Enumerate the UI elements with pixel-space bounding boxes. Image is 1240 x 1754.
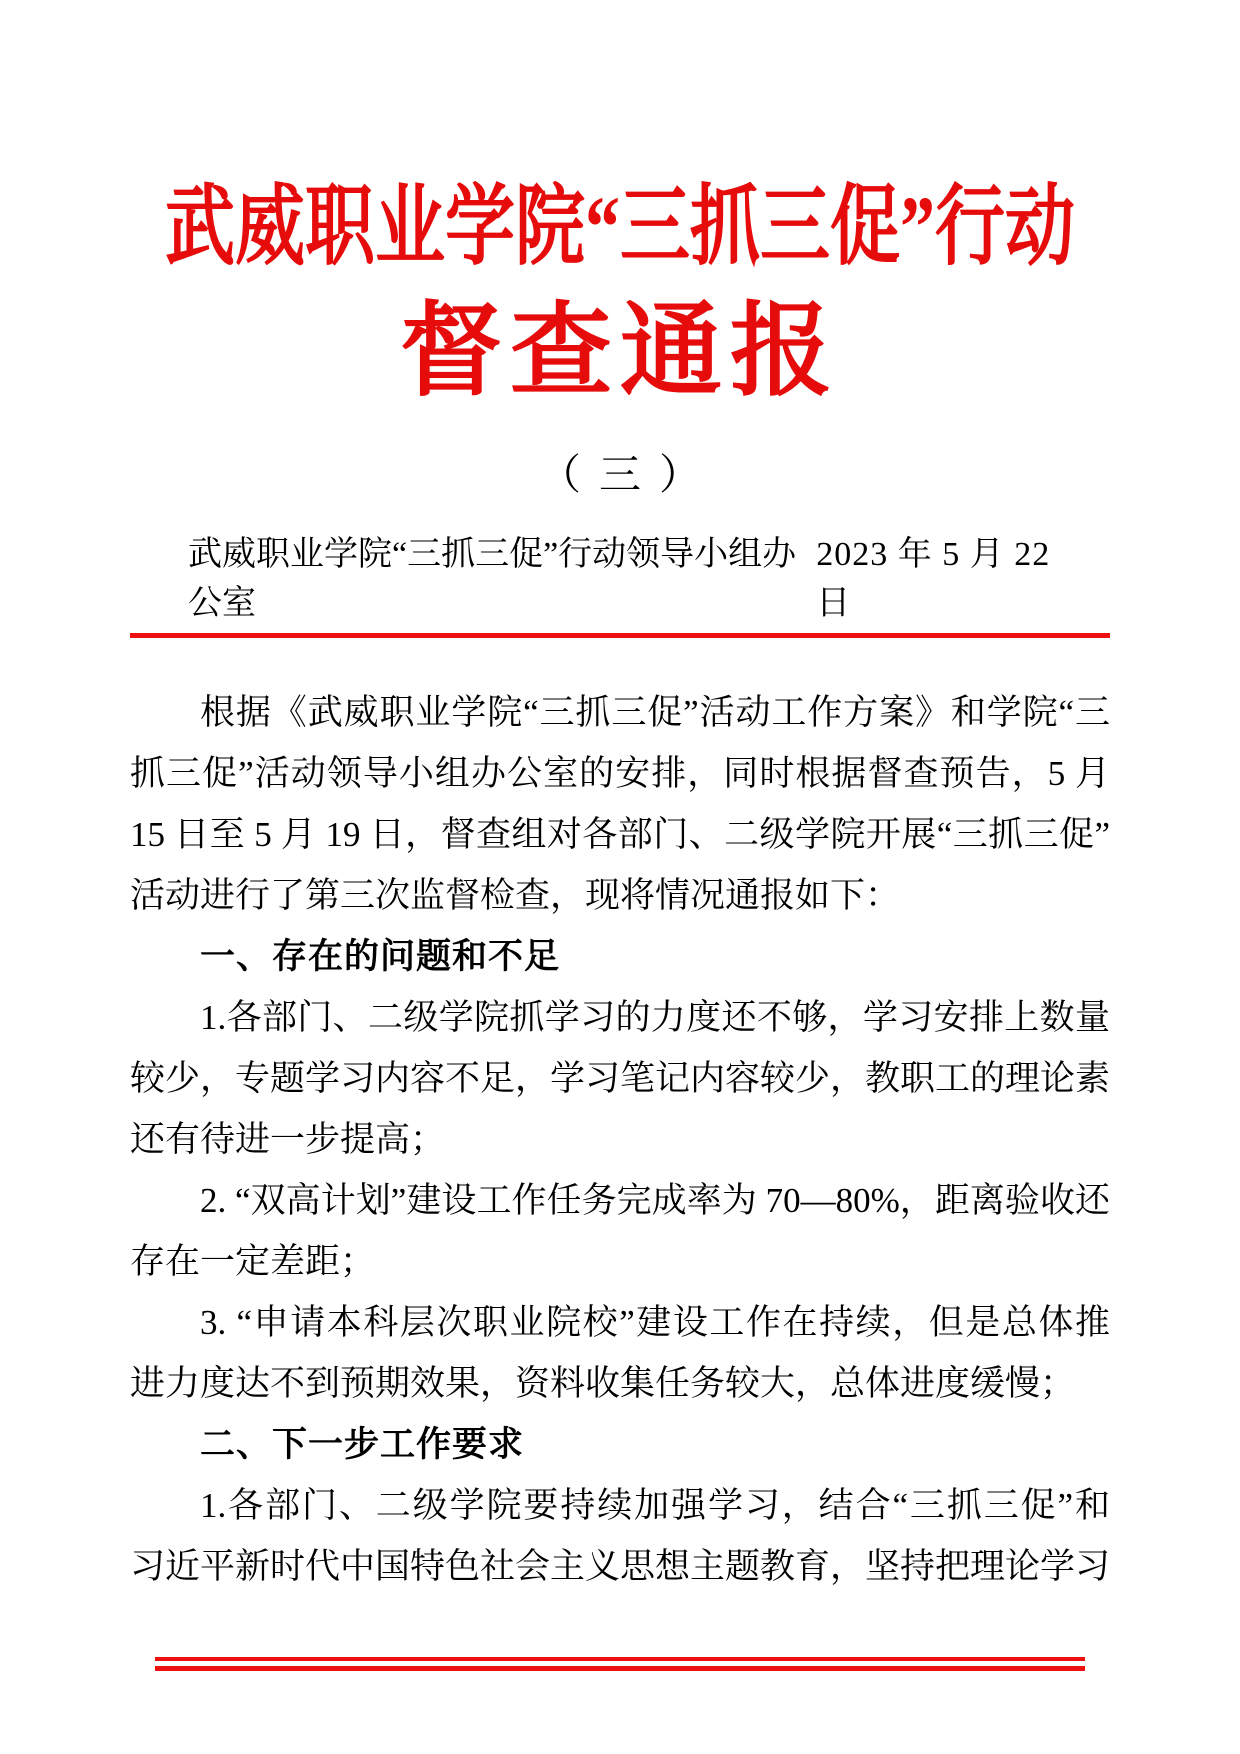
body-line: 15 日至 5 月 19 日，督查组对各部门、二级学院开展“三抓三促” <box>130 815 1110 854</box>
body-line: 3. “申请本科层次职业院校”建设工作在持续，但是总体推 <box>200 1303 1110 1342</box>
body-line: 根据《武威职业学院“三抓三促”活动工作方案》和学院“三 <box>200 693 1110 732</box>
body-line: 1.各部门、二级学院抓学习的力度还不够，学习安排上数量 <box>200 998 1110 1037</box>
footer-rule <box>155 1657 1085 1671</box>
document-title-line1: 武威职业学院“三抓三促”行动 <box>165 179 1075 277</box>
body-line: 存在一定差距； <box>130 1242 376 1281</box>
footer-rule-bottom-line <box>155 1666 1085 1671</box>
issue-date: 2023 年 5 月 22 日 <box>816 536 1051 622</box>
body-line: 还有待进一步提高； <box>130 1120 446 1159</box>
body-line: 活动进行了第三次监督检查，现将情况通报如下： <box>130 876 901 915</box>
body-line: 2. “双高计划”建设工作任务完成率为 70—80%，距离验收还 <box>200 1181 1110 1220</box>
document-content <box>0 168 1240 1671</box>
byline-row <box>130 526 1110 624</box>
body-line: 二、下一步工作要求 <box>200 1425 525 1464</box>
body-line: 一、存在的问题和不足 <box>200 937 561 976</box>
body-line: 习近平新时代中国特色社会主义思想主题教育，坚持把理论学习 <box>130 1547 1111 1586</box>
body-line: 较少，专题学习内容不足，学习笔记内容较少，教职工的理论素 <box>130 1059 1111 1098</box>
body-line: 1.各部门、二级学院要持续加强学习，结合“三抓三促”和 <box>200 1486 1110 1525</box>
body-line: 抓三促”活动领导小组办公室的安排，同时根据督查预告，5 月 <box>130 754 1110 793</box>
issue-number: （三） <box>538 453 719 499</box>
issuing-office: 武威职业学院“三抓三促”行动领导小组办公室 <box>188 536 797 622</box>
document-body <box>130 682 1110 1597</box>
body-line: 进力度达不到预期效果，资料收集任务较大，总体进度缓慢； <box>130 1364 1076 1403</box>
header-rule <box>130 633 1110 638</box>
document-title-line2: 督查通报 <box>400 296 840 409</box>
